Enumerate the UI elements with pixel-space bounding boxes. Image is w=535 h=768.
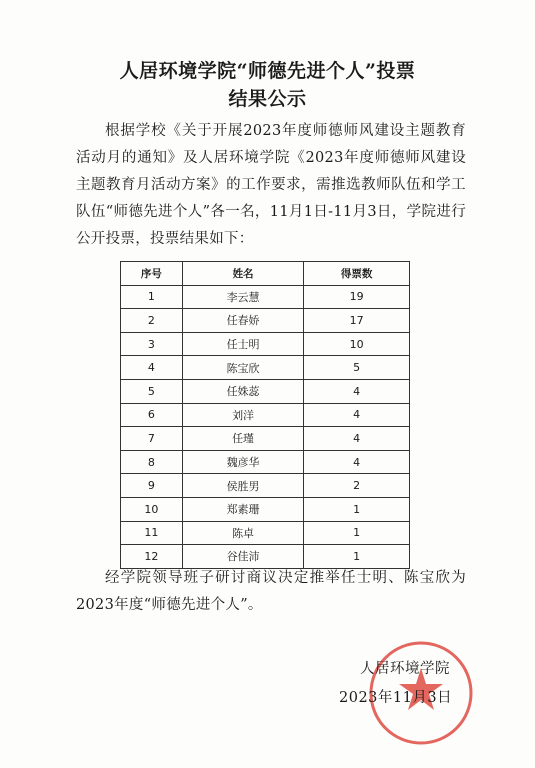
table-row: [121, 285, 410, 309]
vote-results-table: [120, 261, 410, 569]
table-row: [121, 379, 410, 403]
cell-index: 6: [121, 403, 183, 427]
signature-organization: 人居环境学院: [360, 661, 450, 677]
table-row: [121, 356, 410, 380]
cell-votes: 4: [304, 379, 410, 403]
cell-name: 谷佳沛: [182, 545, 304, 569]
header-index: 序号: [121, 262, 183, 286]
signature-date: 2023年11月3日: [339, 690, 453, 706]
table-row: [121, 450, 410, 474]
cell-votes: 4: [304, 427, 410, 451]
cell-name: 陈卓: [182, 521, 304, 545]
cell-name: 任春娇: [182, 309, 304, 333]
table-row: [121, 497, 410, 521]
table-header-row: [121, 262, 410, 286]
cell-index: 11: [121, 521, 183, 545]
cell-index: 3: [121, 332, 183, 356]
cell-votes: 19: [304, 285, 410, 309]
cell-index: 2: [121, 309, 183, 333]
document-title-line1: 人居环境学院“师德先进个人”投票: [119, 60, 416, 82]
cell-votes: 4: [304, 403, 410, 427]
cell-name: 李云慧: [182, 285, 304, 309]
cell-name: 陈宝欣: [182, 356, 304, 380]
header-name: 姓名: [182, 262, 304, 286]
decision-paragraph: 经学院领导班子研讨商议决定推举任士明、陈宝欣为2023年度“师德先进个人”。: [76, 570, 466, 613]
intro-paragraph: 根据学校《关于开展2023年度师德师风建设主题教育活动月的通知》及人居环境学院《2023年度师德师风建设主题教育月活动方案》的工作要求，需推选教师队伍和学工队伍“师德先进个人”各一名，11月1日-11月3日，学院进行公开投票，投票结果如下：: [76, 123, 466, 247]
cell-index: 8: [121, 450, 183, 474]
table-row: [121, 309, 410, 333]
cell-votes: 4: [304, 450, 410, 474]
cell-index: 7: [121, 427, 183, 451]
cell-index: 1: [121, 285, 183, 309]
cell-index: 12: [121, 545, 183, 569]
cell-votes: 17: [304, 309, 410, 333]
cell-name: 魏彦华: [182, 450, 304, 474]
table-row: [121, 427, 410, 451]
table-row: [121, 332, 410, 356]
cell-index: 5: [121, 379, 183, 403]
cell-votes: 2: [304, 474, 410, 498]
cell-name: 任姝蕊: [182, 379, 304, 403]
cell-name: 侯胜男: [182, 474, 304, 498]
cell-votes: 5: [304, 356, 410, 380]
cell-name: 刘洋: [182, 403, 304, 427]
table-row: [121, 521, 410, 545]
table-row: [121, 403, 410, 427]
cell-name: 任士明: [182, 332, 304, 356]
table-row: [121, 474, 410, 498]
cell-votes: 1: [304, 521, 410, 545]
document-title-line2: 结果公示: [228, 88, 307, 110]
cell-index: 9: [121, 474, 183, 498]
cell-index: 10: [121, 497, 183, 521]
cell-name: 任瑾: [182, 427, 304, 451]
cell-name: 郑素珊: [182, 497, 304, 521]
cell-votes: 10: [304, 332, 410, 356]
cell-votes: 1: [304, 497, 410, 521]
cell-votes: 1: [304, 545, 410, 569]
cell-index: 4: [121, 356, 183, 380]
header-votes: 得票数: [304, 262, 410, 286]
